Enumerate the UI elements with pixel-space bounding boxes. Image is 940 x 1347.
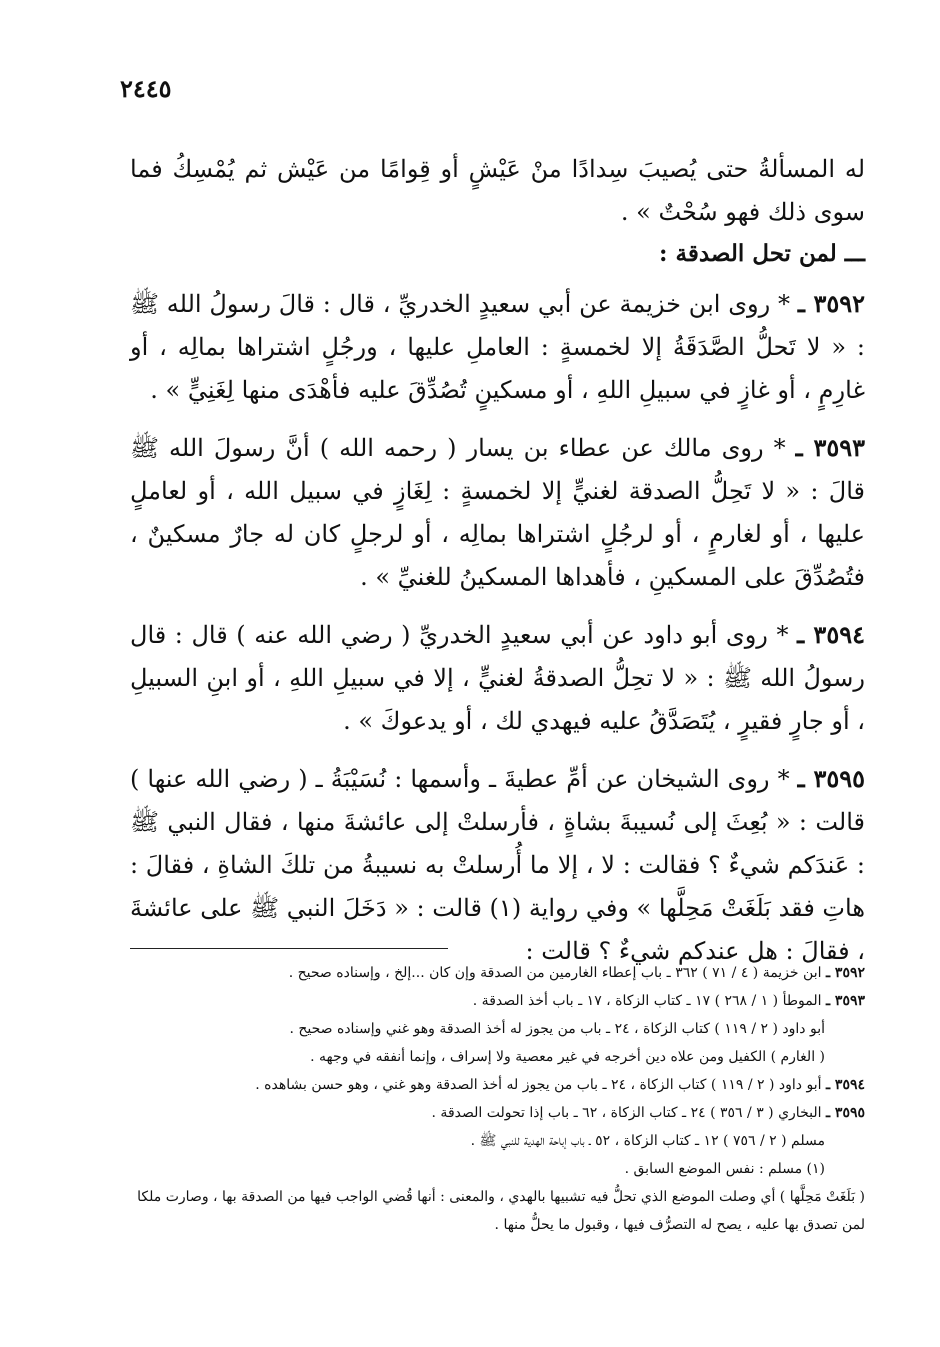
page-number: ٢٤٤٥ xyxy=(120,74,172,103)
main-text xyxy=(130,148,865,973)
footnote-text: الموطأ ( ١ / ٢٦٨ ) ١٧ ـ كتاب الزكاة ، ١٧ ـ باب أخذ الصدقة . xyxy=(472,993,822,1009)
hadith-3593 xyxy=(130,426,865,599)
book-page xyxy=(120,60,865,1320)
hadith-text: * روى ابن خزيمة عن أبي سعيدٍ الخدريِّ ، قال : قالَ رسولُ الله ﷺ : « لا تَحلُّ الصَّدَقَةُ إلا لخمسةٍ : العاملِ عليها ، ورجُلٍ اشتراها بمالِه ، أو غارِمٍ ، أو غازٍ في سبيلِ اللهِ ، أو مسكينٍ تُصُدِّقَ عليه فأهْدَى منها لِغَنِيٍّ » . xyxy=(130,290,865,404)
footnote-3595 xyxy=(130,1099,865,1127)
hadith-text: * روى أبو داود عن أبي سعيدٍ الخدريِّ ( رضي الله عنه ) قال : قال رسولُ الله ﷺ : « لا تحِلُّ الصدقةُ لغنيٍّ ، إلا في سبيلِ اللهِ ، أو ابنِ السبيلِ ، أو جارٍ فقيرٍ ، يُتَصَدَّقُ عليه فيهدي لك ، أو يدعوكَ » . xyxy=(130,621,865,735)
footnote-text: ( الغارم ) الكفيل ومن علاه دين أخرجه في غير معصية ولا إسراف ، وإنما أنفقه في وجهه . xyxy=(310,1049,825,1065)
footnote-3592 xyxy=(130,959,865,987)
hadith-number: ٣٥٩٣ ـ xyxy=(795,433,865,462)
hadith-text: * روى مالك عن عطاء بن يسار ( رحمه الله ) أنَّ رسولَ الله ﷺ قالَ : « لا تَحِلُّ الصدقة لغنيٍّ إلا لخمسةٍ : لِغَازٍ في سبيل الله ، أو لعاملٍ عليها ، أو لغارمٍ ، أو لرجُلٍ اشتراها بمالِه ، أو لرجلٍ كان له جارٌ مسكينٌ ، فتُصُدِّقَ على المسكينِ ، فأهداها المسكينُ للغنيِّ » . xyxy=(130,434,865,591)
hadith-number: ٣٥٩٢ ـ xyxy=(797,289,865,318)
hadith-number: ٣٥٩٤ ـ xyxy=(797,620,865,649)
hadith-3592 xyxy=(130,282,865,412)
hadith-text: * روى الشيخان عن أمِّ عطيةَ ـ وأسمها : نُسَيْبَةُ ـ ( رضي الله عنها ) قالت : « بُعِثَ إلى نُسيبةَ بشاةٍ ، فأرسلتْ إلى عائشةَ منها ، فقال النبي ﷺ : عَندَكم شيءٌ ؟ فقالت : لا ، إلا ما أُرسلتْ به نسيبةُ من تلكَ الشاةِ ، فقالَ : هاتِ فقد بَلَغَتْ مَحِلَّها » وفي رواية (١) قالت : « دَخَلَ النبي ﷺ على عائشةَ ، فقالَ : هل عندكم شيءٌ ؟ قالت : xyxy=(130,765,865,965)
hadith-3595 xyxy=(130,757,865,973)
footnote-gharim-definition xyxy=(130,1043,865,1071)
hadith-3594 xyxy=(130,613,865,743)
footnote-text: أبو داود ( ٢ / ١١٩ ) كتاب الزكاة ، ٢٤ ـ باب من يجوز له أخذ الصدقة وهو غني ، وهو حسن بشاهده . xyxy=(255,1077,822,1093)
footnote-number: ٣٥٩٥ ـ xyxy=(825,1105,865,1121)
footnote-balaghat-definition xyxy=(130,1183,865,1239)
paragraph-text: له المسألةُ حتى يُصيبَ سِدادًا منْ عَيْشٍ أو قِوامًا من عَيْش ثم يُمْسِكُ فما سوى ذلك فهو سُحْتٌ » . xyxy=(130,155,865,226)
section-heading: ـــ لمن تحل الصدقة : xyxy=(659,240,865,267)
footnote-number: ٣٥٩٢ ـ xyxy=(825,965,865,981)
footnote-number: ٣٥٩٣ ـ xyxy=(825,993,865,1009)
hadith-number: ٣٥٩٥ ـ xyxy=(797,764,865,793)
footnote-divider xyxy=(130,948,448,949)
footnote-3594 xyxy=(130,1071,865,1099)
footnote-1 xyxy=(130,1155,865,1183)
footnote-3595-muslim xyxy=(130,1127,865,1155)
footnote-number: ٣٥٩٤ ـ xyxy=(825,1077,865,1093)
paragraph-continuation xyxy=(130,148,865,234)
footnote-text: أبو داود ( ٢ / ١١٩ ) كتاب الزكاة ، ٢٤ ـ باب من يجوز له أخذ الصدقة وهو غني وإسناده صحيح . xyxy=(289,1021,825,1037)
footnote-text: مسلم ( ٢ / ٧٥٦ ) ١٢ ـ كتاب الزكاة ، ٥٢ ـ باب إباحة الهدية للنبي ﷺ . xyxy=(470,1133,825,1149)
footnotes xyxy=(130,948,865,1239)
footnote-3593-abudawud xyxy=(130,1015,865,1043)
footnote-3593 xyxy=(130,987,865,1015)
footnote-text: ابن خزيمة ( ٤ / ٧١ ) ٣٦٢ ـ باب إعطاء الغارمين من الصدقة وإن كان ...إلخ ، وإسناده صحيح . xyxy=(288,965,822,981)
footnote-text: البخاري ( ٣ / ٣٥٦ ) ٢٤ ـ كتاب الزكاة ، ٦٢ ـ باب إذا تحولت الصدقة . xyxy=(431,1105,822,1121)
footnote-text: (١) مسلم : نفس الموضع السابق . xyxy=(624,1161,825,1177)
footnote-text: ( بَلَغَتْ مَحِلَّها ) أي وصلت الموضع الذي تحلُّ فيه تشبيها بالهدي ، والمعنى : أنها قُضي الواجب فيها من الصدقة بها ، وصارت ملكا لمن تصدق بها عليه ، يصح له التصرُّف فيها ، وقبول ما يحلُّ منها . xyxy=(137,1189,865,1233)
